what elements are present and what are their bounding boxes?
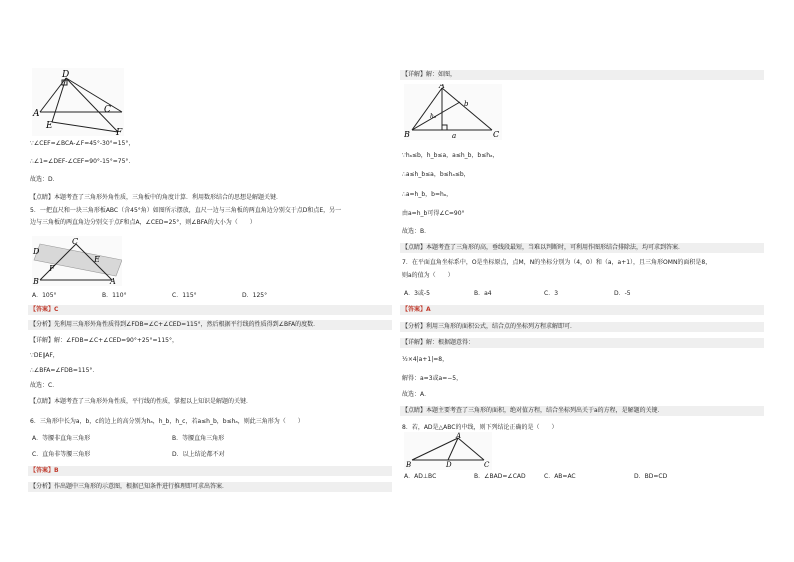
option-d: D．以上结论都不对: [172, 451, 225, 458]
text-line: 由a=h_b可得∠C=90°: [402, 210, 465, 217]
option-d: D．125°: [242, 292, 268, 299]
answer-label: 【答案】B: [30, 467, 59, 474]
option-c: C．直角非等腰三角形: [32, 451, 91, 458]
fig-label-d: D: [62, 70, 70, 80]
analysis-text: 【分析】利用三角形的面积公式，结合点的坐标列方程求解即可．: [402, 323, 577, 330]
text-line: ∵hₐ≤b，h_b≤a，a≤h_b，b≤hₐ，: [402, 152, 499, 159]
detail-text: 【详解】解：如图，: [402, 71, 457, 78]
option-c: C．115°: [172, 292, 197, 299]
fig-label-ha: hₐ: [430, 113, 437, 120]
fig-label-c: C: [484, 461, 490, 469]
fig-label-a: A: [439, 84, 445, 90]
fig-label-b-side: b: [464, 100, 469, 108]
fig-label-e: E: [46, 121, 53, 131]
fig-label-f: F: [49, 264, 55, 273]
detail-text: 【详解】解：根据题意得：: [402, 339, 475, 346]
detail-text: 【详解】解：∠FDB=∠C+∠CED=90°+25°=115°，: [30, 337, 178, 344]
answer-label: 【答案】A: [402, 306, 431, 313]
text-line: ∵DE∥AF，: [30, 352, 59, 359]
option-d: D．BD=CD: [634, 473, 668, 480]
fig-label-e: E: [94, 255, 100, 264]
option-c: C．3: [544, 290, 559, 297]
option-b: B．110°: [102, 292, 127, 299]
option-c: C．AB=AC: [544, 473, 576, 480]
option-a: A．AD⊥BC: [404, 473, 437, 480]
option-a: A．105°: [32, 292, 57, 299]
fig-label-c: C: [72, 237, 79, 246]
figure-triangle-heights: [404, 84, 502, 140]
fig-label-a: A: [110, 277, 116, 286]
question-7-cont: 则a的值为（ ）: [402, 272, 454, 279]
fig-label-a: A: [456, 432, 462, 440]
question-5-cont: 边与三角板的两直角边分别交于点F和点A，∠CED=25°，则∠BFA的大小为（ ）: [30, 219, 256, 226]
fig-label-a-side: a: [452, 132, 457, 140]
option-a: A．3或-5: [404, 290, 430, 297]
text-line: 解得：a=3或a=−5，: [402, 375, 463, 382]
question-5: 5．一把直尺和一块三角形板ABC（含45°角）如图所示摆放，直尺一边与三角板的两直角边分别交于点D和点E，另一: [30, 207, 342, 214]
note-text: 【点睛】本题考查了三角形外角性质，平行线的性质，掌握以上知识是解题的关键．: [30, 398, 253, 405]
fig-label-b: B: [404, 130, 410, 139]
analysis-text: 【分析】先利用三角形外角性质得到∠FDB=∠C+∠CED=115°，然后根据平行线的性质得到∠BFA的度数．: [30, 321, 320, 328]
text-line: 故选：B．: [402, 228, 431, 235]
option-a: A．等腰非直角三角形: [32, 435, 91, 442]
text-line: 【点睛】本题考查了三角形外角性质，三角板中的角度计算．利用数形结合的思想是解题关键．: [30, 194, 283, 201]
text-line: ∴∠BFA=∠FDB=115°．: [30, 367, 99, 374]
option-b: B．∠BAD=∠CAD: [474, 473, 526, 480]
question-8: 8．若，AD是△ABC的中线，则下列结论正确的是（ ）: [402, 424, 558, 431]
question-7: 7．在平面直角坐标系中，O是坐标原点，点M，N的坐标分别为（4，0）和（a，a+1），且三角形OMN的面积是8，: [402, 259, 712, 266]
answer-label: 【答案】C: [30, 306, 59, 313]
answer-band: [400, 305, 764, 315]
fig-label-c: C: [493, 130, 500, 139]
fig-label-d: D: [446, 461, 452, 469]
fig-label-d: D: [33, 247, 40, 256]
analysis-text: 【分析】作出题中三角形的示意图，根据已知条件进行推理即可求出答案．: [30, 483, 229, 490]
answer-band: [28, 305, 392, 315]
text-line: 故选：A．: [402, 391, 431, 398]
option-b: B．等腰直角三角形: [172, 435, 225, 442]
equation: ½×4|a+1|=8，: [402, 356, 449, 363]
fig-label-f: F: [116, 128, 123, 136]
note-text: 【点睛】本题考查了三角形的高，垂线段最短，当难以判断时，可利用作图形结合排除法，均可求到答案．: [402, 244, 685, 251]
text-line: ∴∠1=∠DEF-∠CEF=90°-15°=75°.: [30, 158, 131, 165]
text-line: ∴a≤h_b≤a，b≤hₐ≤b，: [402, 171, 470, 178]
question-6: 6．三角形中长为a，b，c的边上的高分别为hₐ，h_b，h_c，若a≤h_b，b≤hₐ，则此三角形为（ ）: [30, 418, 304, 425]
figure-triangle-def: [32, 68, 124, 136]
text-line: ∵∠CEF=∠BCA-∠F=45°-30°=15°，: [30, 140, 135, 147]
text-line: 故选：D．: [30, 176, 59, 183]
fig-label-b: B: [406, 461, 412, 469]
figure-ruler-triangle: [32, 236, 122, 286]
fig-label-b: B: [33, 277, 39, 286]
option-b: B．a4: [474, 290, 492, 297]
text-line: ∴a=h_b，b=hₐ，: [402, 191, 453, 198]
figure-median: [404, 432, 492, 470]
option-d: D．-5: [614, 290, 631, 297]
fig-label-a: A: [33, 109, 40, 119]
answer-band: [28, 466, 392, 476]
fig-label-c: C: [104, 105, 111, 115]
note-text: 【点睛】本题主要考查了三角形的面积，绝对值方程，结合坐标列出关于a的方程，是解题的关键．: [402, 407, 664, 414]
text-line: 故选：C．: [30, 382, 59, 389]
